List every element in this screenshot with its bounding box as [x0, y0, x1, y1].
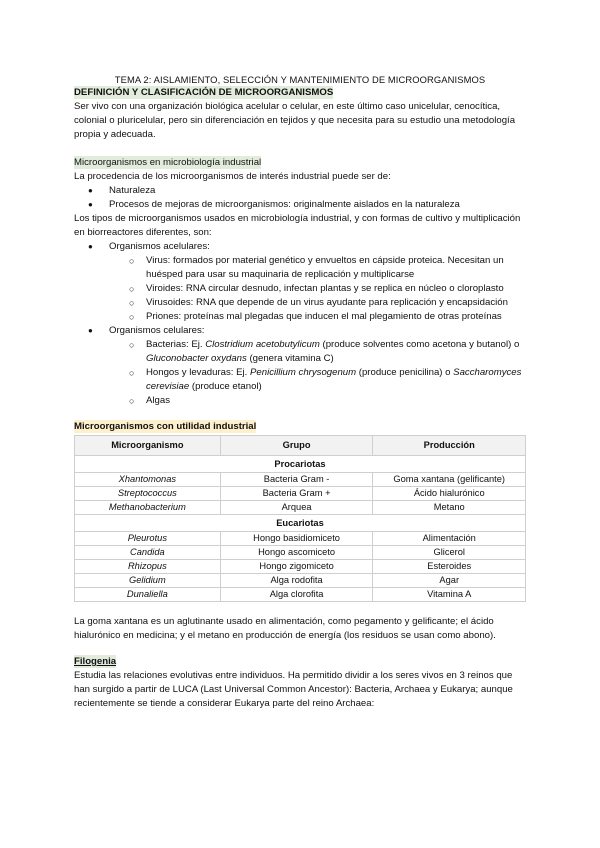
- column-header: Producción: [373, 436, 526, 456]
- definition-heading: DEFINICIÓN Y CLASIFICACIÓN DE MICROORGANISMOS: [74, 87, 334, 98]
- industrial-intro: La procedencia de los microorganismos de interés industrial puede ser de:: [74, 171, 391, 182]
- origin-list: [74, 184, 526, 212]
- list-item: ○ Viroides: RNA circular desnudo, infectan plantas y se replica en núcleo o cloroplasto: [129, 283, 504, 294]
- group-row-eukaryotes: Eucariotas: [75, 515, 526, 532]
- list-item-bacteria: ○ Bacterias: Ej. Clostridium acetobutylicum (produce solventes como acetona y butanol) o Gluconobacter oxydans (genera vitamina C): [129, 339, 520, 364]
- table-header-row: [75, 436, 526, 456]
- table-row: Gelidium Alga rodofita Agar: [75, 574, 526, 588]
- group-row-prokaryotes: Procariotas: [75, 456, 526, 473]
- list-item: ○ Virusoides: RNA que depende de un virus ayudante para replicación y encapsidación: [129, 297, 508, 308]
- microorganism-table: [74, 435, 526, 602]
- column-header: Microorganismo: [75, 436, 221, 456]
- table-row: Xhantomonas Bacteria Gram - Goma xantana (gelificante): [75, 473, 526, 487]
- list-item: ○ Priones: proteínas mal plegadas que inducen el mal plegamiento de otras proteínas: [129, 311, 502, 322]
- section-industrial: [74, 156, 526, 408]
- types-list: [74, 240, 526, 408]
- industrial-heading: Microorganismos en microbiología industrial: [74, 157, 262, 168]
- definition-body: Ser vivo con una organización biológica acelular o celular, en este último caso unicelular, cenocítica, colonial o pluricelular, pero sin diferenciación en tejidos y que necesita para su estudio una metodología propia y adecuada.: [74, 101, 516, 140]
- table-row: Streptococcus Bacteria Gram + Ácido hialurónico: [75, 487, 526, 501]
- list-item-algae: ○ Algas: [129, 395, 170, 406]
- utility-note: La goma xantana es un aglutinante usado en alimentación, como pegamento y gelificante; el ácido hialurónico en medicina; y el metano en producción de energía (los residuos se usan como abono).: [74, 616, 496, 641]
- list-item-cellular: ● Organismos celulares:: [88, 325, 205, 336]
- table-row: Methanobacterium Arquea Metano: [75, 501, 526, 515]
- document-title: TEMA 2: AISLAMIENTO, SELECCIÓN Y MANTENIMIENTO DE MICROORGANISMOS: [114, 74, 486, 85]
- column-header: Grupo: [220, 436, 373, 456]
- list-item: ● Procesos de mejoras de microorganismos: originalmente aislados en la naturaleza: [88, 199, 460, 210]
- table-row: Dunaliella Alga clorofita Vitamina A: [75, 588, 526, 602]
- document-page: [74, 73, 526, 711]
- phylogeny-body: Estudia las relaciones evolutivas entre individuos. Ha permitido dividir a los seres vivos en 3 reinos que han surgido a partir de LUCA (Last Universal Common Ancestor): Bacteria, Archaea y Eukarya; aunque recientemente se tiende a considerar Eukarya parte del reino Archaea:: [74, 670, 513, 709]
- table-row: Candida Hongo ascomiceto Glicerol: [75, 546, 526, 560]
- list-item-acellular: ● Organismos acelulares:: [88, 241, 210, 252]
- utility-heading: Microorganismos con utilidad industrial: [74, 421, 257, 432]
- types-intro: Los tipos de microorganismos usados en microbiología industrial, y con formas de cultivo y multiplicación en biorreactores diferentes, son:: [74, 213, 521, 238]
- table-row: Pleurotus Hongo basidiomiceto Alimentación: [75, 532, 526, 546]
- phylogeny-heading: Filogenia: [74, 656, 117, 667]
- table-row: Rhizopus Hongo zigomiceto Esteroides: [75, 560, 526, 574]
- section-definition: [74, 86, 526, 142]
- list-item: ● Naturaleza: [88, 185, 156, 196]
- list-item-fungi: ○ Hongos y levaduras: Ej. Penicillium chrysogenum (produce penicilina) o Saccharomyces cerevisiae (produce etanol): [129, 367, 522, 392]
- section-phylogeny: [74, 655, 526, 711]
- section-utility: [74, 420, 526, 643]
- list-item: ○ Virus: formados por material genético y envueltos en cápside proteica. Necesitan un huésped para usar su maquinaria de replicación y multiplicarse: [129, 255, 504, 280]
